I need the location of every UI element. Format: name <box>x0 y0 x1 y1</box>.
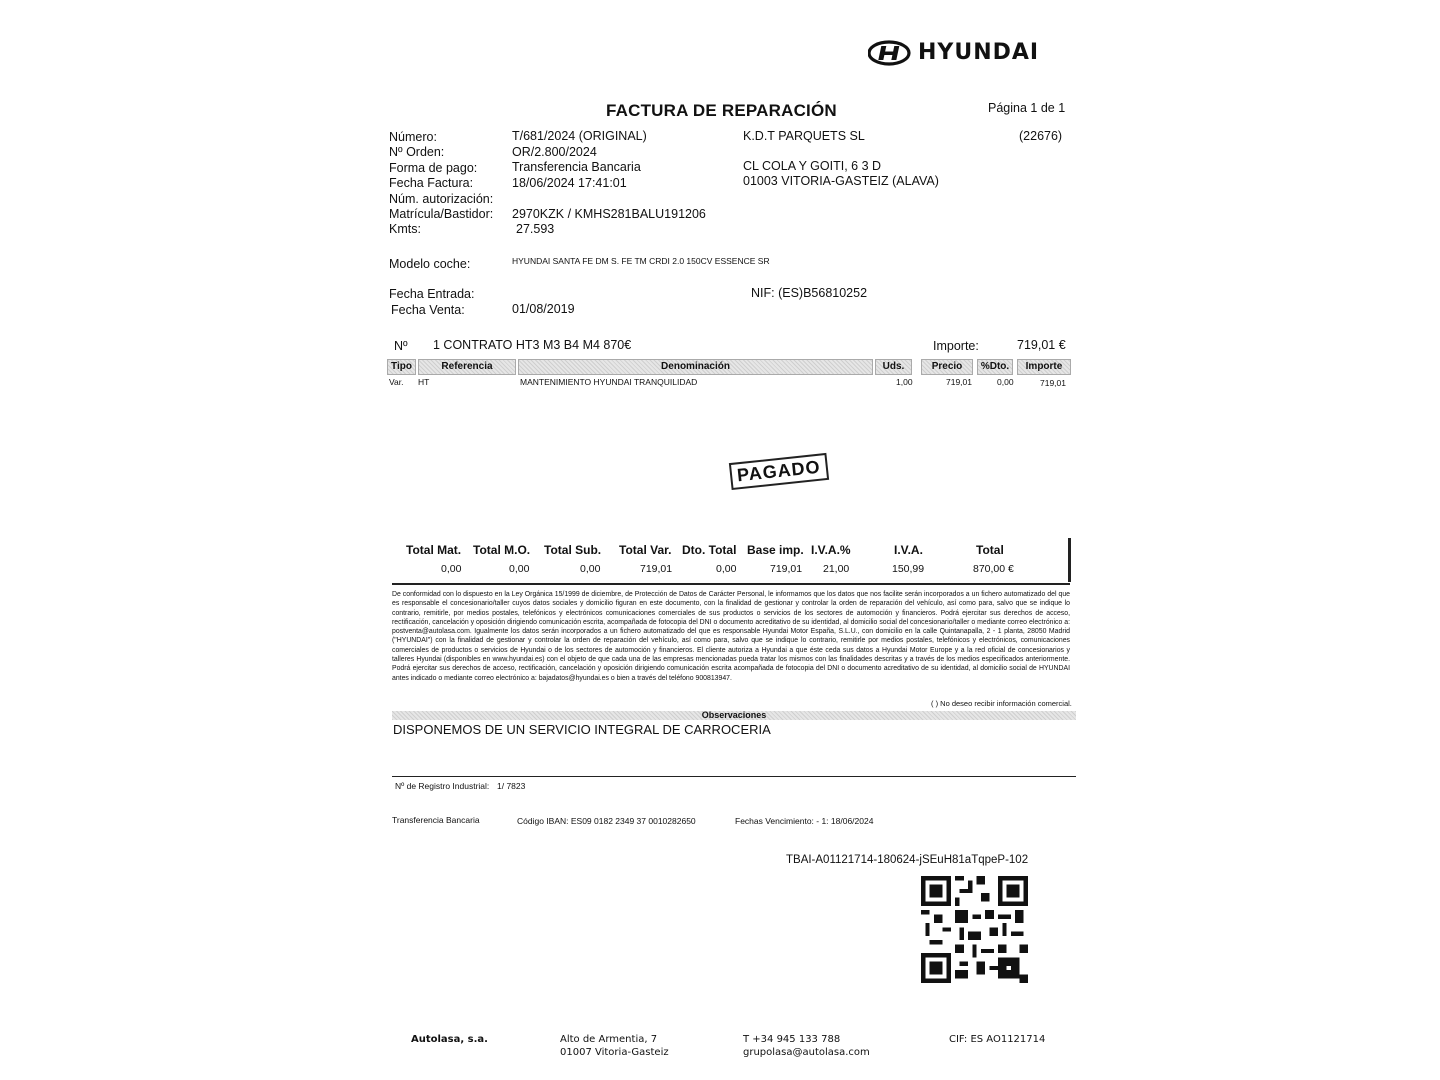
totals-header-sub: Total Sub. <box>544 543 602 557</box>
orden-value: OR/2.800/2024 <box>512 145 597 159</box>
orden-label: Nº Orden: <box>389 145 445 159</box>
customer-address-line1: CL COLA Y GOITI, 6 3 D <box>743 159 882 173</box>
contract-description: 1 CONTRATO HT3 M3 B4 M4 870€ <box>433 338 632 352</box>
numero-value: T/681/2024 (ORIGINAL) <box>512 129 647 143</box>
totals-value-base: 719,01 <box>770 563 803 575</box>
row-precio: 719,01 <box>946 377 972 387</box>
col-header-uds: Uds. <box>875 359 912 375</box>
tbai-code: TBAI-A01121714-180624-jSEuH81aTqpeP-102 <box>786 854 1029 866</box>
observaciones-text: DISPONEMOS DE UN SERVICIO INTEGRAL DE CARROCERIA <box>393 722 771 737</box>
row-denominacion: MANTENIMIENTO HYUNDAI TRANQUILIDAD <box>520 377 698 387</box>
footer-address-line2: 01007 Vitoria-Gasteiz <box>560 1046 669 1058</box>
venta-value: 01/08/2019 <box>512 302 575 316</box>
customer-nif: NIF: (ES)B56810252 <box>751 286 868 300</box>
footer-company: Autolasa, s.a. <box>411 1034 488 1045</box>
totals-value-mat: 0,00 <box>441 563 462 575</box>
fecha-label: Fecha Factura: <box>389 176 474 190</box>
customer-address-line2: 01003 VITORIA-GASTEIZ (ALAVA) <box>743 174 939 188</box>
page-indicator: Página 1 de 1 <box>988 101 1066 115</box>
autorizacion-label: Núm. autorización: <box>389 192 494 206</box>
registro-value: 1/ 7823 <box>497 781 526 791</box>
payment-iban: Código IBAN: ES09 0182 2349 37 0010282650 <box>517 816 696 826</box>
totals-value-dto: 0,00 <box>716 563 737 575</box>
observaciones-header: Observaciones <box>392 711 1076 720</box>
col-header-referencia: Referencia <box>418 359 516 375</box>
totals-header-total: Total <box>976 543 1004 557</box>
totals-value-total: 870,00 € <box>973 563 1014 575</box>
footer-address <box>560 1034 669 1059</box>
kmts-label: Kmts: <box>389 222 421 236</box>
col-header-denominacion: Denominación <box>518 359 873 375</box>
modelo-value: HYUNDAI SANTA FE DM S. FE TM CRDI 2.0 150CV ESSENCE SR <box>512 256 770 266</box>
totals-value-mo: 0,00 <box>509 563 530 575</box>
kmts-value: 27.593 <box>516 222 555 236</box>
col-header-dto: %Dto. <box>977 359 1013 375</box>
contract-importe-label: Importe: <box>933 339 979 353</box>
totals-header-base: Base imp. <box>747 543 804 557</box>
numero-label: Número: <box>389 130 437 144</box>
customer-name: K.D.T PARQUETS SL <box>743 129 865 143</box>
invoice-title: FACTURA DE REPARACIÓN <box>606 101 837 120</box>
contract-n-label: Nº <box>394 339 408 353</box>
registro-rule <box>392 776 1076 777</box>
col-header-tipo: Tipo <box>387 359 416 375</box>
totals-header-mo: Total M.O. <box>473 543 531 557</box>
totals-right-border <box>1068 538 1071 582</box>
privacy-notice: De conformidad con lo dispuesto en la Ley Orgánica 15/1999 de diciembre, de Protección de Datos de Carácter Personal, le informamos que los datos que nos facilite serán incorporados a un fichero automatizado del que es responsable el concesionario/taller cuyos datos sociales y domicilio figuran en este documento, con la finalidad de gestionar y controlar la orden de reparación del vehículo, así como para, salvo que se indique lo contrario, remitirle, por medios postales, telefónicos y electrónicos comunicaciones comerciales de sus productos o servicios de los sectores de automoción y financieros. Podrá ejercitar sus derechos de acceso, rectificación, cancelación y oposición dirigiendo comunicación escrita, acompañada de fotocopia del DNI o documento acreditativo de su identidad, al domicilio social del concesionario/taller o mediante correo electrónico a: postventa@autolasa.com. Igualmente los datos serán incorporados a un fichero automatizado del que es responsable Hyundai Motor España, S.L.U., con domicilio en la calle Quintanapalla, 2 - 1 planta, 28050 Madrid ("HYUNDAI") con la finalidad de gestionar y controlar la orden de reparación del vehículo, así como para, salvo que se indique lo contrario, remitirle por medios postales, telefónicos y electrónicos, comunicaciones comerciales de productos o servicios de Hyundai o de los sectores de automoción y financieros. El cliente autoriza a Hyundai a que éste ceda sus datos a Hyundai Motor Europe y a la red oficial de concesionarios y talleres Hyundai (disponibles en www.hyundai.es) con el objeto de que cada una de las empresas mencionadas pueda tratar los mismos con las finalidades descritas y a través de los medios especificados anteriormente. Podrá ejercitar sus derechos de acceso, rectificación, cancelación y oposición dirigiendo comunicación escrita acompañada de fotocopia del DNI o documento acreditativo de su identidad, al domicilio social de HYUNDAI antes indicado o mediante correo electrónico a: bajadatos@hyundai.es o bien a través del teléfono 900813947. <box>392 591 1070 682</box>
totals-header-dto: Dto. Total <box>682 543 737 557</box>
row-dto: 0,00 <box>997 377 1014 387</box>
totals-header-iva: I.V.A. <box>894 543 923 557</box>
pago-value: Transferencia Bancaria <box>512 160 641 174</box>
entrada-label: Fecha Entrada: <box>389 287 475 301</box>
totals-bottom-rule <box>392 583 1070 585</box>
totals-value-iva: 150,99 <box>892 563 925 575</box>
qr-code <box>921 876 1028 983</box>
col-header-precio: Precio <box>921 359 973 375</box>
totals-value-var: 719,01 <box>640 563 673 575</box>
totals-header-var: Total Var. <box>619 543 672 557</box>
matricula-value: 2970KZK / KMHS281BALU191206 <box>512 207 706 221</box>
venta-label: Fecha Venta: <box>391 303 465 317</box>
registro-label: Nº de Registro Industrial: <box>395 781 490 791</box>
totals-header-iva-pct: I.V.A.% <box>811 543 851 557</box>
customer-code: (22676) <box>1019 129 1063 143</box>
footer-email: grupolasa@autolasa.com <box>743 1046 870 1058</box>
footer-contact <box>743 1034 870 1059</box>
contract-importe-value: 719,01 € <box>1017 338 1066 352</box>
row-uds: 1,00 <box>896 377 913 387</box>
paid-stamp: PAGADO <box>729 453 829 490</box>
fecha-value: 18/06/2024 17:41:01 <box>512 176 627 190</box>
col-header-importe: Importe <box>1017 359 1071 375</box>
payment-due-dates: Fechas Vencimiento: - 1: 18/06/2024 <box>735 816 874 826</box>
footer-phone: T +34 945 133 788 <box>743 1034 841 1045</box>
totals-value-sub: 0,00 <box>580 563 601 575</box>
matricula-label: Matrícula/Bastidor: <box>389 207 494 221</box>
payment-method: Transferencia Bancaria <box>392 815 480 825</box>
pago-label: Forma de pago: <box>389 161 478 175</box>
totals-header-mat: Total Mat. <box>406 543 462 557</box>
row-referencia: HT <box>418 377 430 387</box>
row-tipo: Var. <box>389 377 404 387</box>
footer-cif: CIF: ES AO1121714 <box>949 1034 1046 1045</box>
brand-name: HYUNDAI <box>918 40 1040 65</box>
footer-address-line1: Alto de Armentia, 7 <box>560 1034 658 1045</box>
totals-value-iva-pct: 21,00 <box>823 563 850 575</box>
row-importe: 719,01 <box>1040 378 1066 388</box>
optout-text: ( ) No deseo recibir información comercial. <box>931 699 1072 708</box>
modelo-label: Modelo coche: <box>389 257 471 271</box>
